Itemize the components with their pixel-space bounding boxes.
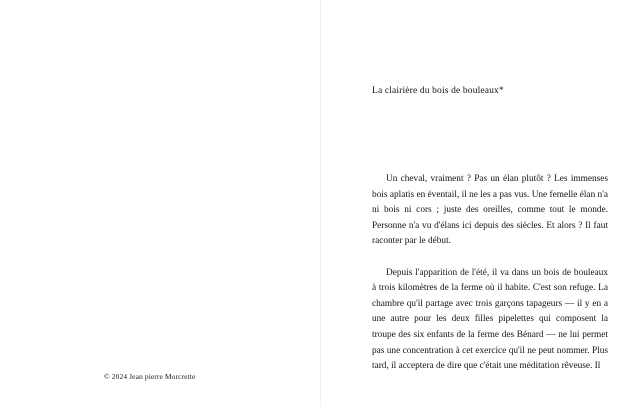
page-right [320,0,640,406]
chapter-title: La clairière du bois de bouleaux* [372,86,504,96]
copyright-notice: © 2024 Jean pierre Morcrette [104,372,196,381]
paragraph: Un cheval, vraiment ? Pas un élan plutôt ? Les immenses bois aplatis en éventail, il ne les a pas vus. Une femelle élan n'a ni bois ni cors ; juste des oreilles, comme tout le monde. Personne n'a vu d'élans ici depuis des siècles. Et alors ? Il faut raconter par le début. [372,174,608,247]
paragraph: Depuis l'apparition de l'été, il va dans un bois de bouleaux à trois kilomètres de la ferme où il habite. C'est son refuge. La chambre qu'il partage avec trois garçons tapageurs — il y en a une autre pour les deux filles pipelettes qui composent la troupe des six enfants de la ferme des Bénard — ne lui permet pas une concentration à cet exercice qu'il ne peut nommer. Plus tard, il acceptera de dire que c'était une méditation rêveuse. Il [372,267,608,372]
body-text-block [372,172,608,375]
